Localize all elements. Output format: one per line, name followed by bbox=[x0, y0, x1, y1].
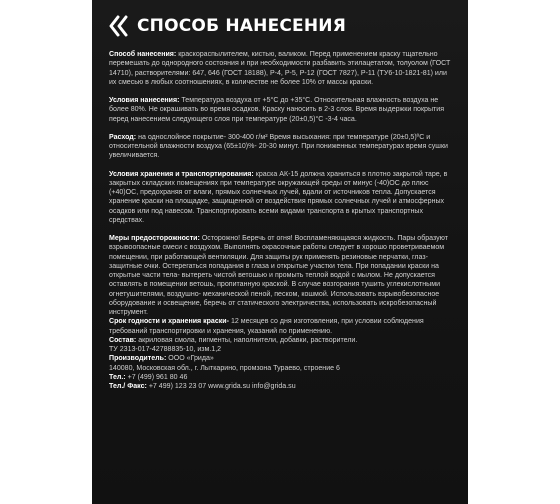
section-text: на однослойное покрытие- 300-400 г/м² Время высыхания: при температуре (20±0,5)ºС и относительной влажности воздуха (65±10)%- 20-30 минут. При пониженных температурах время сушки увеличивается. bbox=[109, 133, 448, 160]
section-label: Способ нанесения: bbox=[109, 51, 177, 58]
section-application bbox=[109, 50, 456, 87]
section-text: 12 месяцев со дня изготовления, при условии соблюдения требований транспортировки и хранения, указаний по применению. bbox=[109, 318, 424, 335]
manufacturer-name: ООО «Грида» bbox=[166, 355, 214, 363]
fax-label: Тел./ Факс: bbox=[109, 383, 147, 390]
section-composition bbox=[109, 336, 456, 355]
phone-number: +7 (499) 961 80 46 bbox=[125, 373, 188, 381]
section-label: Условия хранения и транспортирования: bbox=[109, 170, 254, 178]
section-storage bbox=[109, 170, 456, 226]
section-text: краска АК-15 должна храниться в плотно закрытой таре, в закрытых складских помещениях при температуре окружающей среды от минус (-40)ОС до плюс (+40)ОС, предохраняя от влаги, прямых солнечных лучей, вдали от источников тепла. Допускается хранение краски на площадке, защищенной от воздействия прямых солнечных лучей и атмосферных осадков или под навесом. Транспортировать всеми видами транспорта в крытых транспортных средствах. bbox=[109, 170, 448, 224]
manufacturer-address: 140080, Московская обл., г. Лыткарино, промзона Тураево, строение 6 bbox=[109, 364, 340, 372]
section-shelf-life bbox=[109, 317, 456, 336]
section-label: Производитель: bbox=[109, 355, 167, 363]
header bbox=[109, 12, 456, 40]
phone-label: Тел.: bbox=[109, 373, 126, 381]
section-consumption bbox=[109, 133, 456, 161]
section-manufacturer bbox=[109, 354, 456, 391]
section-text: акриловая смола, пигменты, наполнители, добавки, растворители. bbox=[136, 336, 358, 344]
spec-line: ТУ 2313-017-42788835-10, изм.1,2 bbox=[109, 346, 222, 353]
section-conditions bbox=[109, 96, 456, 124]
page-title: СПОСОБ НАНЕСЕНИЯ bbox=[137, 16, 347, 36]
section-label: Срок годности и хранения краски- bbox=[109, 318, 229, 326]
section-text: Температура воздуха от +5°С до +35°С. Относительная влажность воздуха не более 80%. Не окрашивать во время осадков. Краску наносить в 2-3 слоя. Время выдержки покрытия перед нанесением следующего слоя при температуре (20±0,5)°С -3-4 часа. bbox=[109, 97, 445, 123]
double-chevron-left-icon bbox=[109, 15, 129, 37]
section-label: Условия нанесения: bbox=[109, 97, 180, 104]
section-label: Расход: bbox=[109, 133, 137, 141]
section-label: Состав: bbox=[109, 336, 137, 344]
instructions-panel bbox=[92, 0, 468, 504]
fax-contacts: +7 499) 123 23 07 www.grida.su info@grida.su bbox=[146, 383, 296, 390]
section-text: Осторожно! Беречь от огня! Воспламеняющаяся жидкость. Пары образуют взрывоопасные смеси с воздухом. Выполнять окрасочные работы следует в хорошо проветриваемом помещении, при работающей вентиляции. Для защиты рук применять резиновые перчатки, глаз- защитные очки. Остерегаться попадания в глаза и открытые участки тела. При попадании краски на открытые части тела- вытереть чистой ветошью и промыть теплой водой с мылом. Не допускается оставлять в помещении ветошь, пропитанную краской. В случае возгорания тушить углекислотными огнетушителями, воздушно- механической пеной, песком, кошмой. Использовать взрывобезопасное оборудование и освещение, беречь от статического электричества, использовать искробезопасный инструмент. bbox=[109, 235, 449, 316]
section-label: Меры предосторожности: bbox=[109, 235, 200, 242]
section-text: краскораспылителем, кистью, валиком. Перед применением краску тщательно перемешать до однородного состояния и при необходимости разбавить этилацетатом, толуолом (ГОСТ 14710), растворителями: 647, 646 (ГОСТ 18188), Р-4, Р-5, Р-12 (ГОСТ 7827), Р-11 (ТУ6-10-1821-81) или их смесью в любых соотношениях, в количестве не более 10% от массы краски. bbox=[109, 51, 451, 86]
section-safety bbox=[109, 234, 456, 317]
